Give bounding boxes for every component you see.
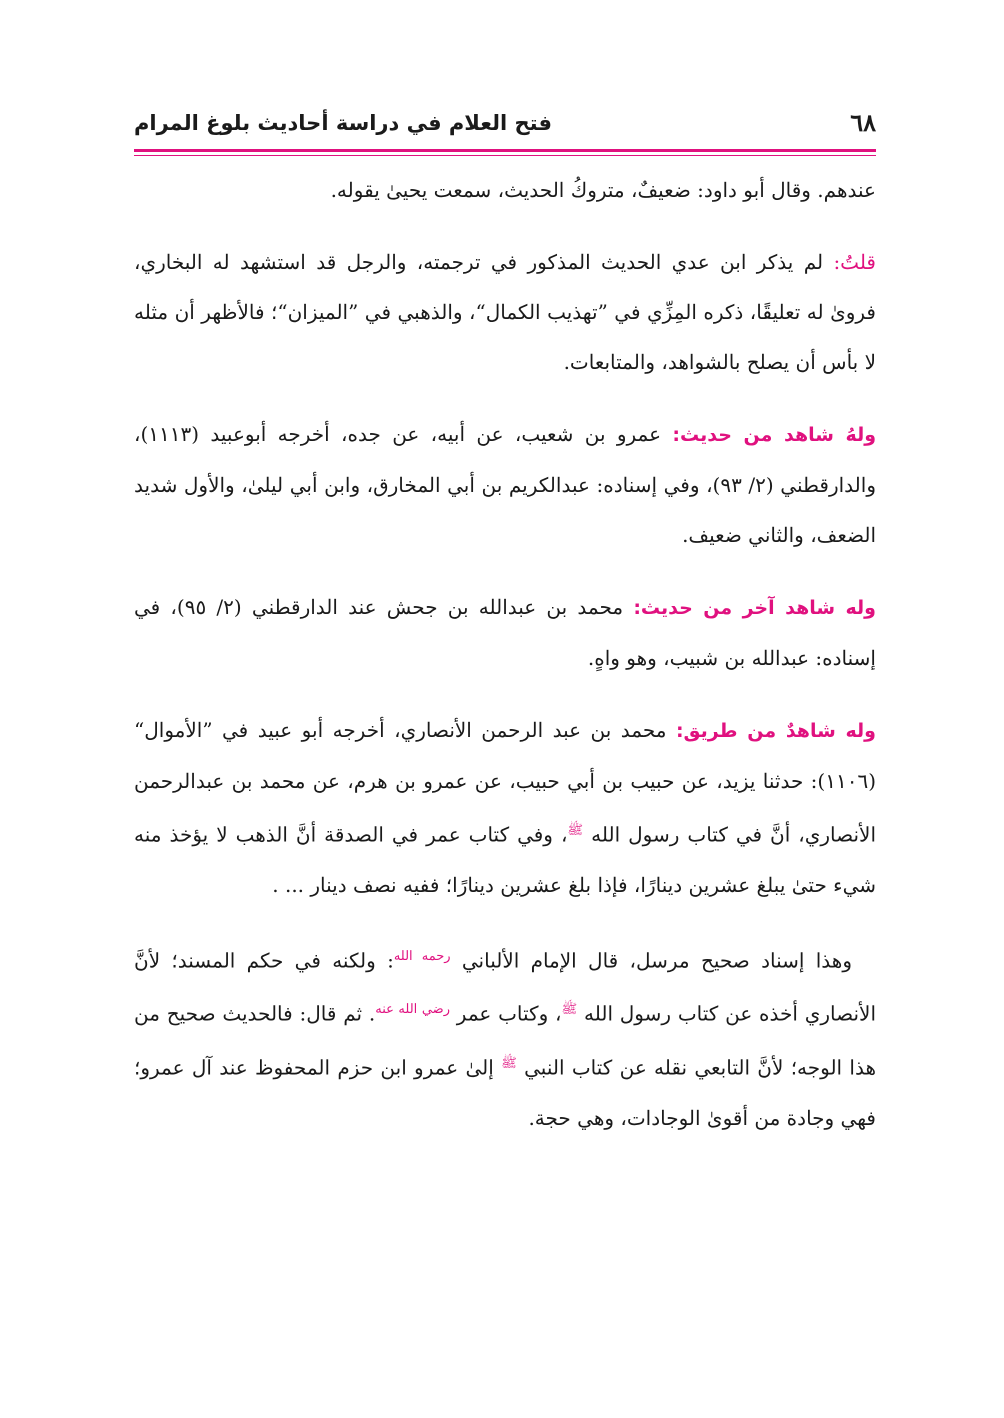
- honorific-glyph: رضي الله عنه: [375, 1002, 450, 1018]
- honorific-glyph: رحمه الله: [393, 948, 451, 964]
- paragraph-text: ، وفي كتاب عمر في الصدقة أنَّ الذهب لا يؤخذ منه شيء حتىٰ يبلغ عشرين دينارًا، فإذا بلغ عشرين دينارًا؛ ففيه نصف دينار ... .: [134, 822, 876, 897]
- paragraph-3: [134, 409, 876, 560]
- paragraph-lead: ولهُ شاهد من حديث:: [672, 424, 877, 446]
- paragraph-1: [134, 165, 876, 215]
- paragraph-text: وهذا إسناد صحيح مرسل، قال الإمام الألباني: [461, 948, 853, 973]
- paragraph-text: عمرو بن شعيب، عن أبيه، عن جده، أخرجه أبوعبيد (١١١٣)، والدارقطني (٢/ ٩٣)، وفي إسناده: عبدالكريم بن أبي المخارق، وابن أبي ليلىٰ، والأول شديد الضعف، والثاني ضعيف.: [134, 422, 876, 547]
- book-title: فتح العلام في دراسة أحاديث بلوغ المرام: [134, 110, 552, 135]
- paragraph-text: محمد بن عبدالله بن جحش عند الدارقطني (٢/ ٩٥)، في إسناده: عبدالله بن شبيب، وهو واهٍ.: [134, 595, 876, 670]
- paragraph-5: [134, 705, 876, 910]
- paragraph-lead: قلتُ:: [833, 250, 876, 274]
- running-header: [134, 108, 876, 137]
- paragraph-2: [134, 237, 876, 387]
- header-rule-thin: [134, 155, 876, 156]
- paragraph-lead: وله شاهدٌ من طريق:: [675, 720, 876, 742]
- honorific-glyph: ﷺ: [561, 1002, 578, 1018]
- paragraph-text: : ولكنه في حكم المسند؛ لأنَّ الأنصاري أخذه عن كتاب رسول الله: [134, 948, 877, 1026]
- honorific-glyph: ﷺ: [501, 1055, 517, 1071]
- paragraph-text: عندهم. وقال أبو داود: ضعيفٌ، متروكُ الحديث، سمعت يحيىٰ يقوله.: [330, 178, 876, 202]
- paragraph-text: إلىٰ عمرو ابن حزم المحفوظ عند آل عمرو؛ فهي وجادة من أقوىٰ الوجادات، وهي حجة.: [134, 1055, 876, 1130]
- paragraph-6: [134, 932, 876, 1143]
- page-number: ٦٨: [850, 108, 876, 137]
- paragraph-text: . ثم قال: فالحديث صحيح من هذا الوجه؛ لأنَّ التابعي نقله عن كتاب النبي: [134, 1001, 877, 1080]
- paragraph-4: [134, 582, 876, 683]
- paragraph-lead: وله شاهد آخر من حديث:: [633, 597, 876, 619]
- honorific-glyph: ﷺ: [567, 823, 584, 838]
- paragraph-text: محمد بن عبد الرحمن الأنصاري، أخرجه أبو عبيد في ”الأموال“ (١١٠٦): حدثنا يزيد، عن حبيب بن أبي حبيب، عن عمرو بن هرم، عن محمد بن عبدالرحمن الأنصاري، أنَّ في كتاب رسول الله: [134, 718, 877, 847]
- paragraph-text: ، وكتاب عمر: [456, 1001, 562, 1026]
- paragraph-text: لم يذكر ابن عدي الحديث المذكور في ترجمته، والرجل قد استشهد له البخاري، فروىٰ له تعليقًا، ذكره المِزِّي في ”تهذيب الكمال“، والذهبي في ”الميزان“؛ فالأظهر أن مثله لا بأس أن يصلح بالشواهد، والمتابعات.: [134, 250, 876, 374]
- header-rule-thick: [134, 149, 876, 152]
- page-body: [134, 165, 876, 1165]
